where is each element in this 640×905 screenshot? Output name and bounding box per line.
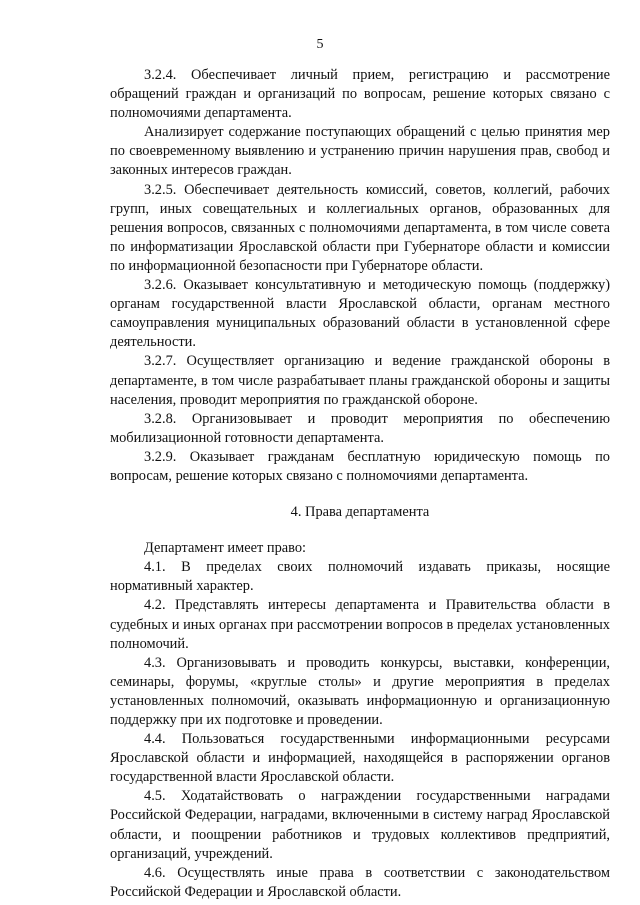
- page-number: 5: [316, 37, 324, 52]
- paragraph-3-2-6: 3.2.6. Оказывает консультативную и методическую помощь (поддержку) органам государственной власти Ярославской области, органам местного самоуправления муниципальных образований области в установленной сфере деятельности.: [110, 277, 610, 351]
- paragraph-3-2-7: 3.2.7. Осуществляет организацию и ведение гражданской обороны в департаменте, в том числе разрабатывает планы гражданской обороны и защиты населения, проводит мероприятия по гражданской обороне.: [110, 353, 610, 408]
- paragraph-rights-intro: Департамент имеет право:: [144, 540, 307, 557]
- paragraph-3-2-8: 3.2.8. Организовывает и проводит мероприятия по обеспечению мобилизационной готовности департамента.: [110, 410, 610, 446]
- paragraph-4-1: 4.1. В пределах своих полномочий издавать приказы, носящие нормативный характер.: [110, 559, 610, 595]
- paragraph-4-4: 4.4. Пользоваться государственными информационными ресурсами Ярославской области и информацией, находящейся в распоряжении органов государственной власти Ярославской области.: [110, 731, 610, 786]
- paragraph-4-5: 4.5. Ходатайствовать о награждении государственными наградами Российской Федерации, наградами, включенными в систему наград Ярославской области, и поощрении работников и трудовых коллективов предприятий, организаций, учреждений.: [110, 788, 610, 862]
- paragraph-4-3: 4.3. Организовывать и проводить конкурсы, выставки, конференции, семинары, форумы, «круглые столы» и другие мероприятия в пределах установленных полномочий, оказывать информационную и организационную поддержку при их подготовке и проведении.: [110, 654, 610, 728]
- section-title: 4. Права департамента: [290, 504, 430, 521]
- paragraph-3-2-5: 3.2.5. Обеспечивает деятельность комиссий, советов, коллегий, рабочих групп, иных совещательных и коллегиальных органов, образованных для решения вопросов, связанных с полномочиями департамента, в том числе совета по информатизации Ярославской области при Губернаторе области и комиссии по информационной безопасности при Губернаторе области.: [110, 181, 610, 274]
- document-body: [110, 66, 610, 902]
- paragraph-3-2-4: 3.2.4. Обеспечивает личный прием, регистрацию и рассмотрение обращений граждан и организаций по вопросам, решение которых связано с полномочиями департамента.: [110, 67, 610, 122]
- paragraph-4-6: 4.6. Осуществлять иные права в соответствии с законодательством Российской Федерации и Ярославской области.: [110, 864, 610, 900]
- paragraph-3-2-9: 3.2.9. Оказывает гражданам бесплатную юридическую помощь по вопросам, решение которых связано с полномочиями департамента.: [110, 448, 610, 484]
- paragraph-4-2: 4.2. Представлять интересы департамента и Правительства области в судебных и иных органах при рассмотрении вопросов в пределах установленных полномочий.: [110, 597, 610, 652]
- paragraph-analysis: Анализирует содержание поступающих обращений с целью принятия мер по своевременному выявлению и устранению причин нарушения прав, свобод и законных интересов граждан.: [110, 124, 610, 179]
